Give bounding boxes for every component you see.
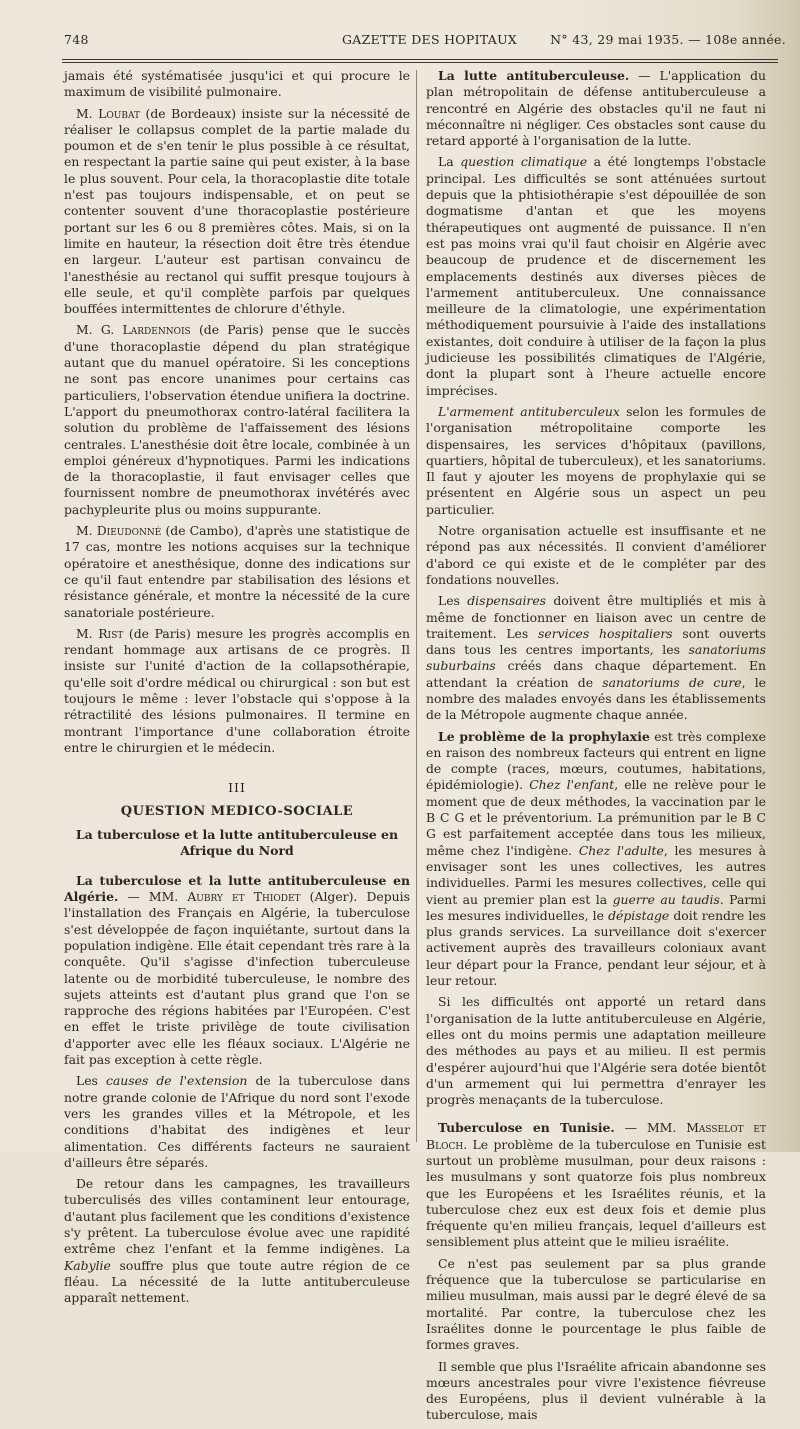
issue-info: N° 43, 29 mai 1935. — 108e année. bbox=[550, 32, 786, 47]
paragraph: M. Rist (de Paris) mesure les progrès accomplis en rendant hommage aux artisans de ce progrès. Il insiste sur l'unité d'action de la collapsothérapie, qu'elle soit d'ordre médical ou chirurgical : son but est toujours le même : lever l'obstacle qui s'oppose à la rétractilité des lésions pulmonaires. Il termine en montrant l'importance d'une collaboration étroite entre le chirurgien et le médecin. bbox=[64, 625, 410, 755]
paragraph-heading: Tuberculose en Tunisie. bbox=[438, 1120, 615, 1136]
author-name: M. Dieudonné bbox=[76, 523, 162, 539]
author-name: M. Loubat bbox=[76, 105, 140, 121]
paragraph: M. Dieudonné (de Cambo), d'après une statistique de 17 cas, montre les notions acquises sur la technique opératoire et anesthésique, donne des indications sur ce qu'il faut entendre par stabilisation des lésions et résistance générale, et montre la nécessité de la cure sanatoriale postérieure. bbox=[64, 523, 410, 620]
paragraph: M. G. Lardennois (de Paris) pense que le succès d'une thoracoplastie dépend du plan stratégique autant que du manuel opératoire. Si les conceptions ne sont pas encore unanimes pour certains cas particuliers, l'observation étendue unifiera la doctrine. L'apport du pneumothorax contro-latéral facilitera la solution du problème de l'affaissement des lésions centrales. L'anesthésie doit être locale, combinée à un emploi généreux d'hypnotiques. Parmi les indications de la thoracoplastie, il faut envisager celles que fournissent nombre de pneumothorax invétérés avec pachypleurite plus ou moins suppurante. bbox=[64, 322, 410, 517]
section-subtitle: La tuberculose et la lutte antituberculeuse en Afrique du Nord bbox=[75, 826, 399, 858]
paragraph: Il semble que plus l'Israélite africain abandonne ses mœurs ancestrales pour vivre l'existence fiévreuse des Européens, plus il devient vulnérable à la tuberculose, mais bbox=[426, 1358, 766, 1423]
paragraph: Les dispensaires doivent être multipliés et mis à même de fonctionner en liaison avec un centre de traitement. Les services hospitaliers sont ouverts dans tous les centres importants, les sanatoriums suburbains créés dans chaque département. En attendant la création de sanatoriums de cure, le nombre des malades envoyés dans les établissements de la Métropole augmente chaque année. bbox=[426, 593, 766, 723]
paragraph: jamais été systématisée jusqu'ici et qui procure le maximum de visibilité pulmonaire. bbox=[64, 68, 410, 100]
author-name: Masselot et Bloch bbox=[426, 1120, 766, 1152]
paragraph: L'armement antituberculeux selon les formules de l'organisation métropolitaine comporte les dispensaires, les services d'hôpitaux (pavillons, quartiers, hôpital de tuberculeux), et les sanatoriums. Il faut y ajouter les moyens de prophylaxie qui se présentent en Algérie sous un aspect un peu particulier. bbox=[426, 403, 766, 517]
paragraph: M. Loubat (de Bordeaux) insiste sur la nécessité de réaliser le collapsus complet de la partie malade du poumon et de s'en tenir le plus possible à ce résultat, en respectant la partie saine qui peut exister, à la base le plus souvent. Pour cela, la thoracoplastie dite totale n'est pas toujours indispensable, et on peut se contenter souvent d'une thoracoplastie postérieure portant sur les 6 ou 8 premières côtes. Mais, si on la limite en hauteur, la résection doit être très étendue en largeur. L'auteur est partisan convaincu de l'anesthésie au rectanol qui suffit presque toujours à elle seule, et qu'il complète parfois par quelques bouffées intermittentes de chlorure d'éthyle. bbox=[64, 105, 411, 317]
paragraph: Ce n'est pas seulement par sa plus grande fréquence que la tuberculose se particularise en milieu musulman, mais aussi par le degré élevé de sa mortalité. Par contre, la tuberculose chez les Israélites donne le pourcentage le plus faible de formes graves. bbox=[426, 1255, 766, 1353]
author-name: M. Rist bbox=[76, 625, 124, 641]
header-rule-top bbox=[62, 59, 778, 60]
section-number: III bbox=[228, 780, 246, 796]
paragraph: Si les difficultés ont apporté un retard dans l'organisation de la lutte antituberculeuse en Algérie, elles ont du moins permis une adaptation meilleure des méthodes au pays et au milieu. Il est permis d'espérer aujourd'hui que l'Algérie sera dotée bientôt d'un armement qui lui permettra d'enrayer les progrès menaçants de la tuberculose. bbox=[426, 994, 766, 1108]
section-title: QUESTION MEDICO-SOCIALE bbox=[120, 804, 354, 820]
author-name: M. G. Lardennois bbox=[76, 322, 191, 338]
header-rule-bottom bbox=[62, 62, 778, 63]
paragraph-heading: Le problème de la prophylaxie bbox=[438, 728, 650, 744]
paragraph: La question climatique a été longtemps l'obstacle principal. Les difficultés se sont atténuées surtout depuis que la phtisiothérapie s'est dépouillée de son dogmatisme d'antan et que les moyens thérapeutiques ont augmenté de puissance. Il n'en est pas moins vrai qu'il faut choisir en Algérie avec beaucoup de prudence et de discernement les emplacements destinés aux diverses pièces de l'armement antituberculeux. Une connaissance meilleure de la climatologie, une expérimentation méthodiquement poursuivie à l'aide des installations existantes, doit conduire à utiliser de la façon la plus judicieuse les possibilités climatiques de l'Algérie, dont la plupart sont à l'heure actuelle encore imprécises. bbox=[426, 154, 766, 398]
paragraph: Notre organisation actuelle est insuffisante et ne répond pas aux nécessités. Il convient d'améliorer d'abord ce qui existe et de le compléter par des fondations nouvelles. bbox=[426, 523, 766, 587]
paragraph: Le problème de la prophylaxie est très complexe en raison des nombreux facteurs qui entrent en ligne de compte (races, mœurs, coutumes, habitations, épidémiologie). Chez l'enfant, elle ne relève pour le moment que de deux méthodes, la vaccination par le B C G et le préventorium. La prémunition par le B C G est parfaitement acceptée dans tous les milieux, même chez l'indigène. Chez l'adulte, les mesures à envisager sont les unes collectives, les autres individuelles. Parmi les mesures collectives, celle qui vient au premier plan est la guerre au taudis. Parmi les mesures individuelles, le dépistage doit rendre les plus grands services. La surveillance doit s'exercer activement auprès des travailleurs coloniaux avant leur départ pour la France, pendant leur séjour, et à leur retour. bbox=[426, 728, 767, 989]
paragraph: De retour dans les campagnes, les travailleurs tuberculisés des villes contaminent leur entourage, d'autant plus facilement que les conditions d'existence s'y prêtent. La tuberculose évolue avec une rapidité extrême chez l'enfant et la femme indigènes. La Kabylie souffre plus que toute autre région de ce fléau. La nécessité de la lutte antituberculeuse apparaît nettement. bbox=[64, 1176, 410, 1306]
running-head bbox=[60, 32, 786, 52]
page-number: 748 bbox=[64, 32, 89, 47]
column-divider bbox=[416, 70, 417, 1142]
right-column bbox=[426, 68, 766, 1429]
paragraph: La tuberculose et la lutte antituberculeuse en Algérie. — MM. Aubry et Thiodet (Alger). Depuis l'installation des Français en Algérie, la tuberculose s'est développée de façon inquiétante, surtout dans la population indigène. Elle était cependant très rare à la conquête. Qu'il s'agisse d'infection tuberculeuse latente ou de morbidité tuberculeuse, le nombre des sujets atteints est d'autant plus grand que l'on se rapproche des régions habitées par l'Européen. C'est en effet le triste privilège de toute civilisation d'apporter avec elle les fléaux sociaux. L'Algérie ne fait pas exception à cette règle. bbox=[64, 872, 410, 1068]
paragraph-heading: La lutte antituberculeuse. bbox=[438, 68, 630, 83]
paragraph: La lutte antituberculeuse. — L'application du plan métropolitain de défense antituberculeuse a rencontré en Algérie des obstacles qu'il ne faut ni méconnaître ni négliger. Ces obstacles sont cause du retard apporté à l'organisation de la lutte. bbox=[426, 68, 767, 149]
paragraph-heading: La tuberculose et la lutte antituberculeuse en Algérie. bbox=[64, 872, 410, 905]
paragraph: Tuberculose en Tunisie. — MM. Masselot et Bloch. Le problème de la tuberculose en Tunisie est surtout un problème musulman, pour deux raisons : les musulmans y sont quatorze fois plus nombreux que les Européens et les Israélites réunis, et la tuberculose chez eux est deux fois et demie plus fréquente qu'en milieu français, lequel d'ailleurs est sensiblement plus atteint que le milieu israélite. bbox=[426, 1120, 766, 1250]
journal-title: GAZETTE DES HOPITAUX bbox=[342, 32, 518, 47]
left-column bbox=[64, 68, 410, 1311]
paragraph: Les causes de l'extension de la tuberculose dans notre grande colonie de l'Afrique du nord sont l'exode vers les grandes villes et la Métropole, et les conditions d'habitat des indigènes et leur alimentation. Ces différents facteurs ne sauraient d'ailleurs être séparés. bbox=[64, 1073, 410, 1170]
author-name: Aubry et Thiodet bbox=[187, 889, 301, 905]
